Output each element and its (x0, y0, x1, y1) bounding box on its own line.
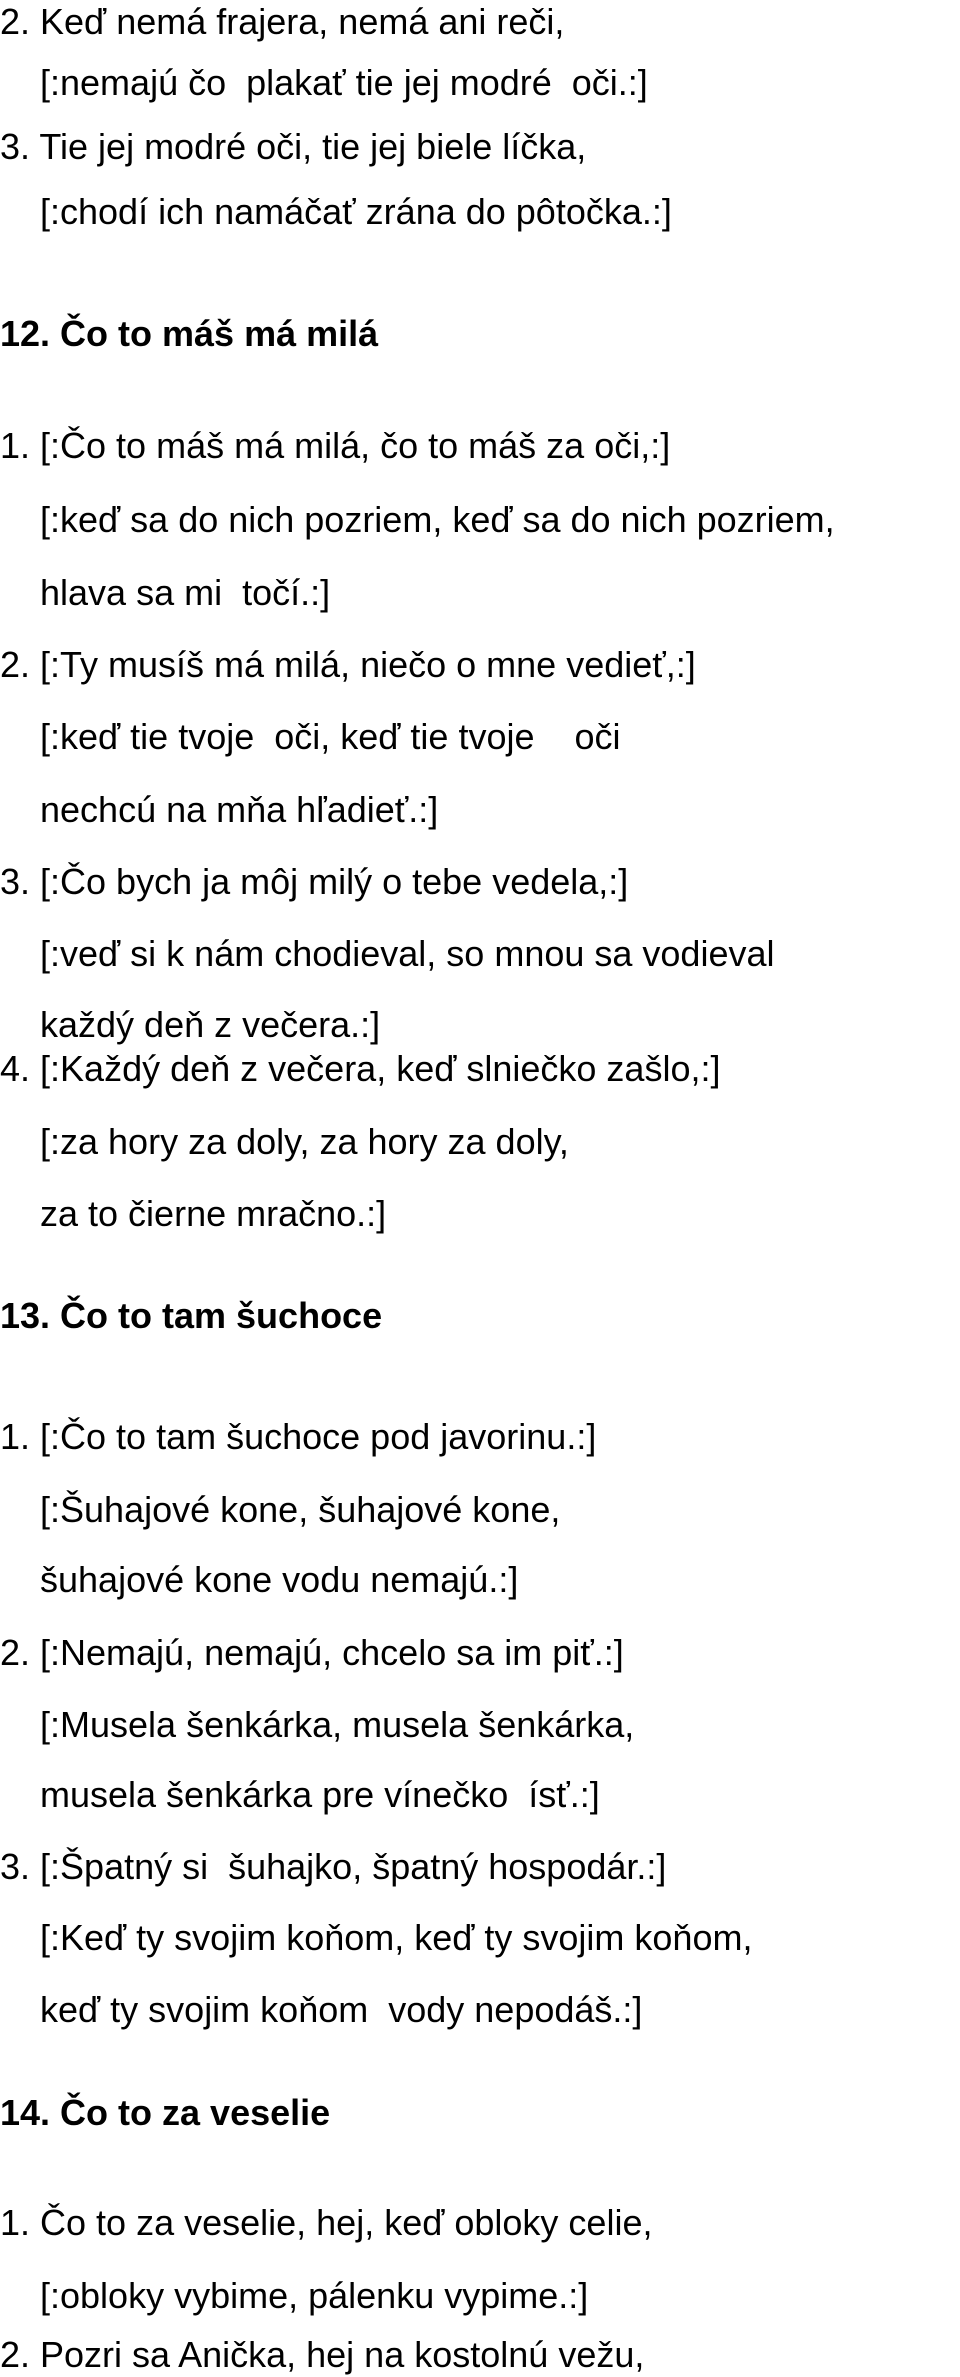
verse-line: 2. Pozri sa Anička, hej na kostolnú vežu, (0, 2334, 645, 2375)
verse-line: hlava sa mi točí.:] (0, 572, 331, 613)
verse-line: [:keď sa do nich pozriem, keď sa do nich pozriem, (0, 499, 835, 540)
verse-line: za to čierne mračno.:] (0, 1193, 387, 1234)
verse-line: 2. [:Nemajú, nemajú, chcelo sa im piť.:] (0, 1632, 624, 1673)
verse-line: 3. Tie jej modré oči, tie jej biele líčka, (0, 126, 587, 167)
verse-line: [:Musela šenkárka, musela šenkárka, (0, 1704, 635, 1745)
verse-line: šuhajové kone vodu nemajú.:] (0, 1559, 519, 1600)
song-title: 12. Čo to máš má milá (0, 313, 379, 354)
verse-line: 1. [:Čo to máš má milá, čo to máš za oči,:] (0, 425, 671, 466)
verse-line: [:veď si k nám chodieval, so mnou sa vodieval (0, 933, 775, 974)
verse-line: [:Keď ty svojim koňom, keď ty svojim koňom, (0, 1917, 753, 1958)
verse-line: [:nemajú čo plakať tie jej modré oči.:] (0, 62, 648, 103)
song-title: 14. Čo to za veselie (0, 2092, 331, 2133)
verse-line: 1. Čo to za veselie, hej, keď obloky celie, (0, 2202, 653, 2243)
verse-line: 3. [:Špatný si šuhajko, špatný hospodár.:] (0, 1846, 667, 1887)
verse-line: každý deň z večera.:] (0, 1004, 381, 1045)
verse-line: 2. [:Ty musíš má milá, niečo o mne vedieť,:] (0, 644, 696, 685)
verse-line: 3. [:Čo bych ja môj milý o tebe vedela,:] (0, 861, 629, 902)
verse-line: nechcú na mňa hľadieť.:] (0, 789, 439, 830)
verse-line: musela šenkárka pre vínečko ísť.:] (0, 1774, 600, 1815)
song-title: 13. Čo to tam šuchoce (0, 1295, 383, 1336)
verse-line: [:Šuhajové kone, šuhajové kone, (0, 1489, 561, 1530)
verse-line: [:keď tie tvoje oči, keď tie tvoje oči (0, 716, 621, 757)
verse-line: [:obloky vybime, pálenku vypime.:] (0, 2275, 589, 2316)
verse-line: 4. [:Každý deň z večera, keď slniečko zašlo,:] (0, 1048, 721, 1089)
verse-line: 2. Keď nemá frajera, nemá ani reči, (0, 1, 565, 42)
verse-line: [:chodí ich namáčať zrána do pôtočka.:] (0, 191, 672, 232)
verse-line: keď ty svojim koňom vody nepodáš.:] (0, 1989, 643, 2030)
verse-line: [:za hory za doly, za hory za doly, (0, 1121, 569, 1162)
verse-line: 1. [:Čo to tam šuchoce pod javorinu.:] (0, 1416, 597, 1457)
